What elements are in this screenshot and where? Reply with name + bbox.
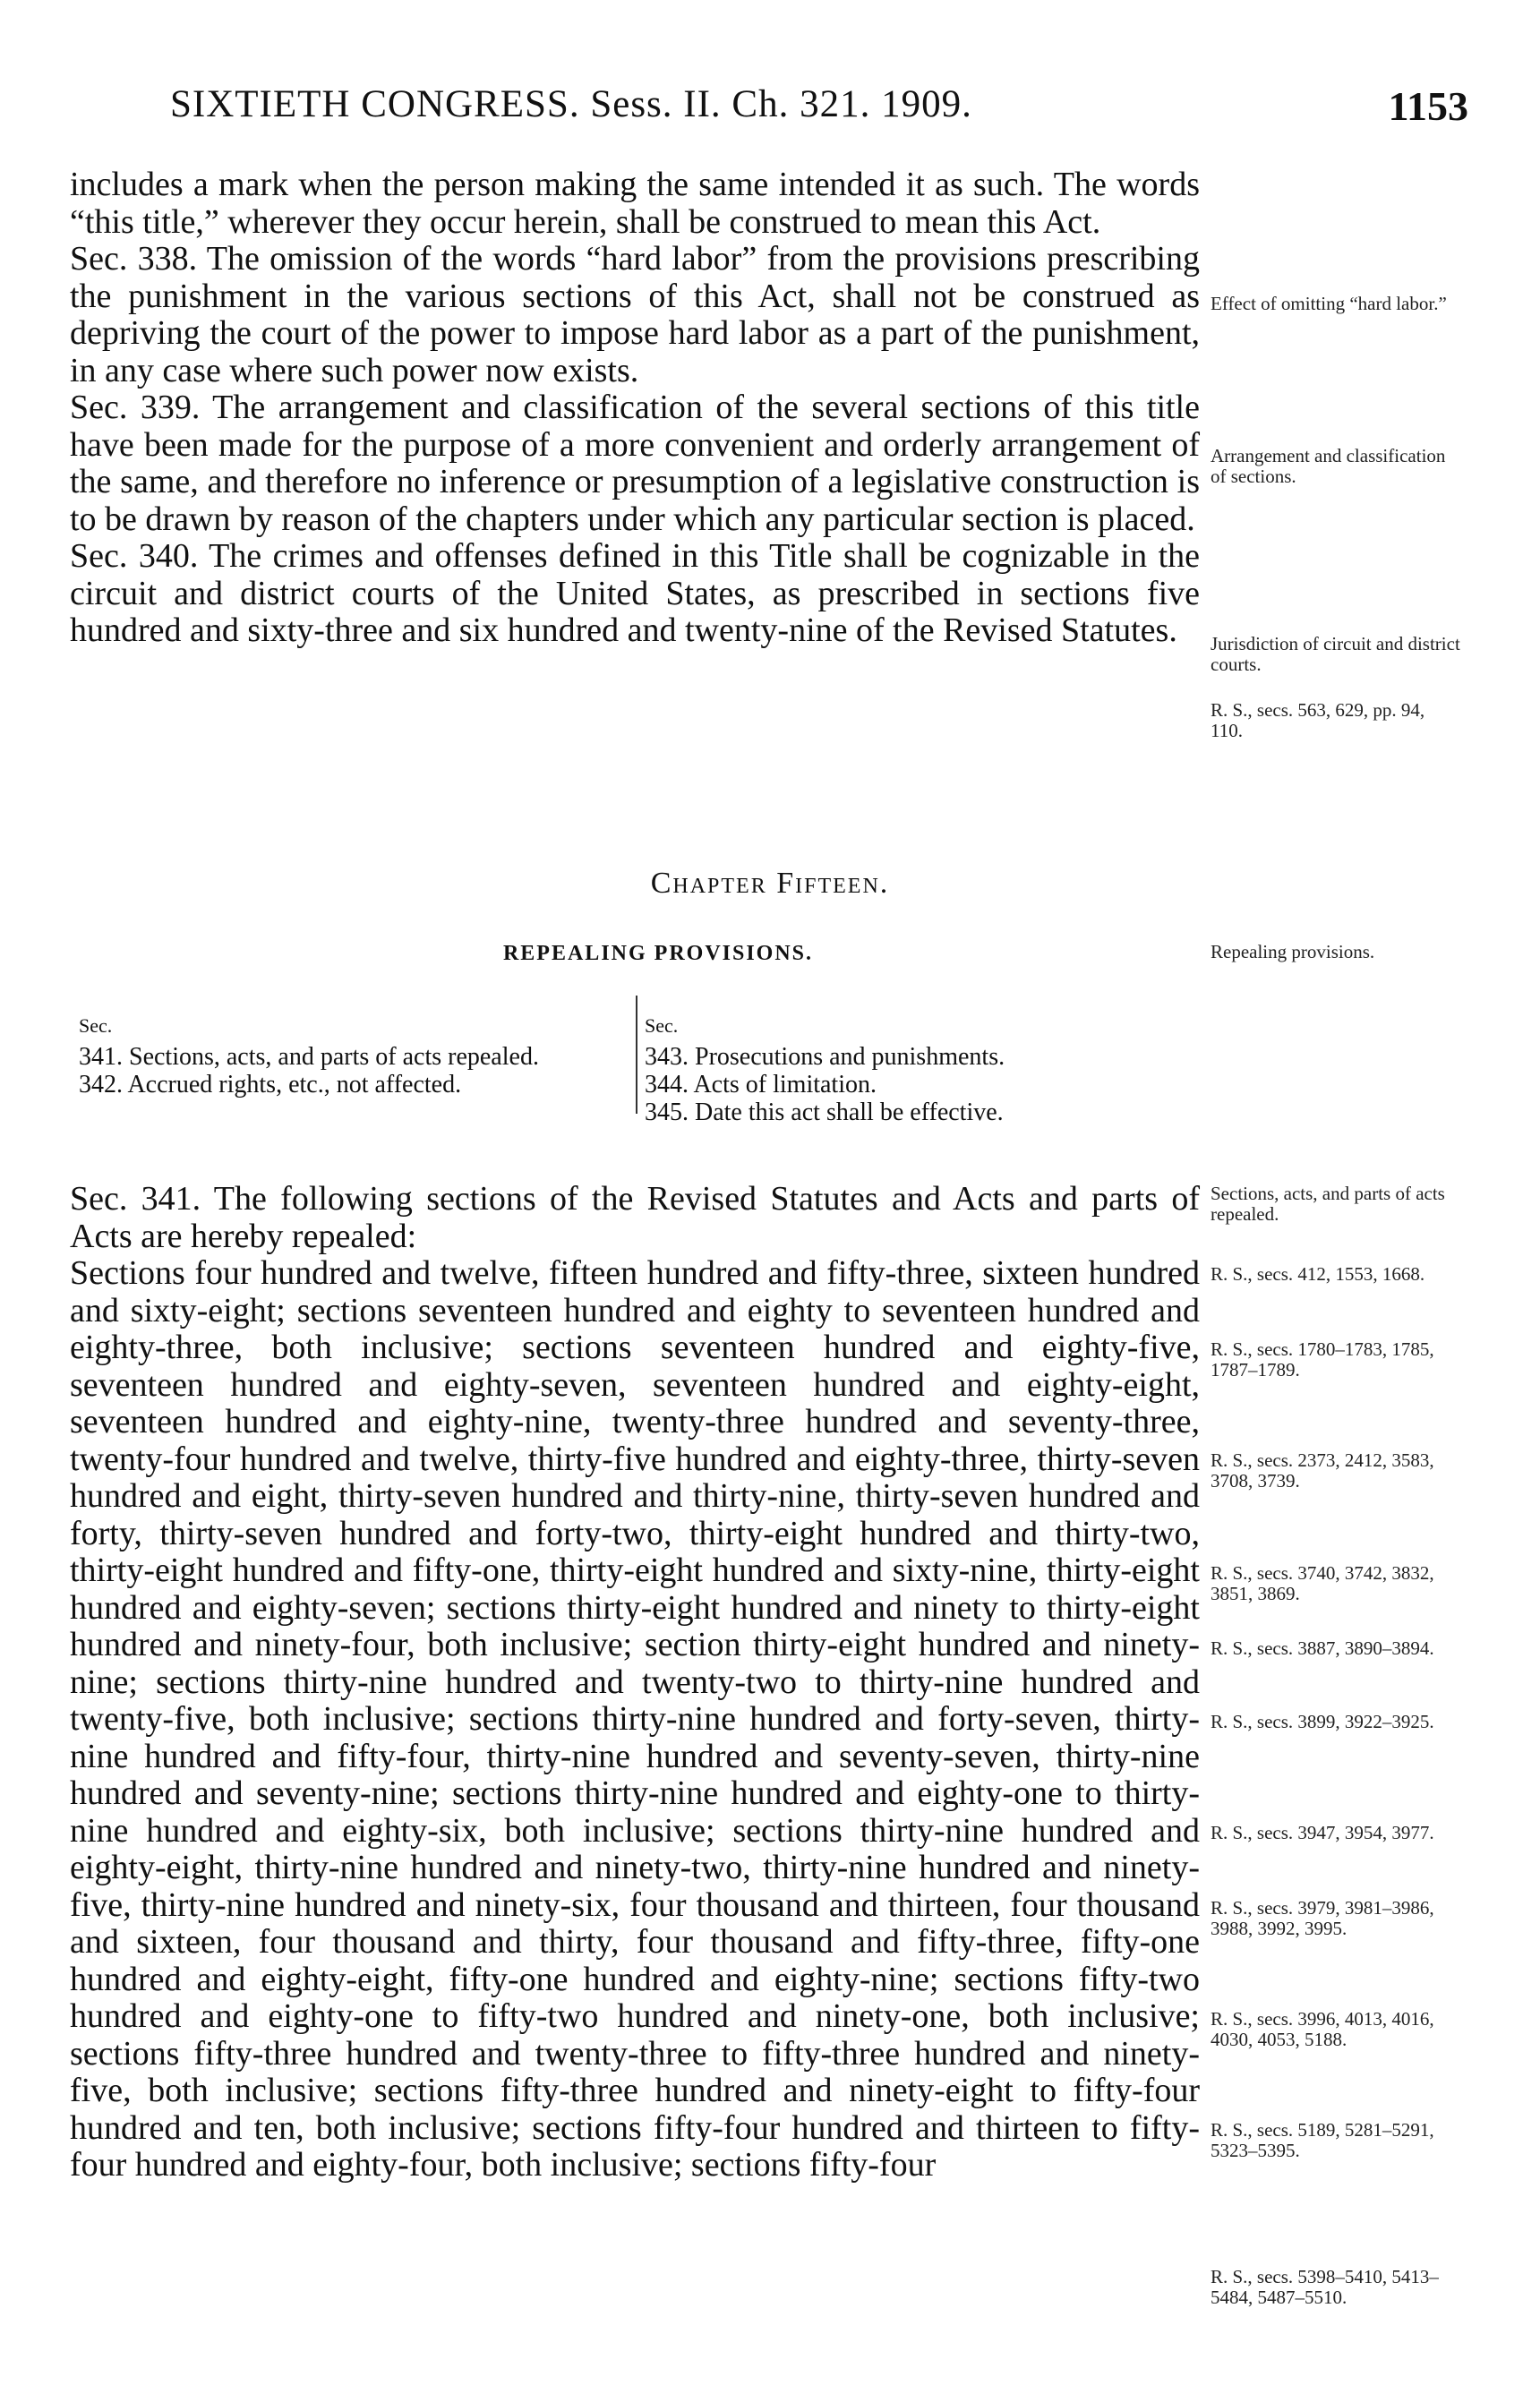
paragraph-continuation: includes a mark when the person making the same intended it as such. The words “this title,” wherever they occur herein, shall be construed to mean this Act. xyxy=(70,166,1200,241)
margin-note-hard-labor: Effect of omitting “hard labor.” xyxy=(1211,293,1447,314)
margin-note-repealing: Repealing provisions. xyxy=(1211,941,1375,962)
margin-cite: R. S., secs. 5189, 5281–5291, 5323–5395. xyxy=(1211,2119,1434,2161)
margin-note-repealed: Sections, acts, and parts of acts repealed. xyxy=(1211,1183,1445,1225)
toc-item: 344. Acts of limitation. xyxy=(645,1071,877,1098)
toc-head-right: Sec. xyxy=(645,1014,679,1037)
margin-cite: R. S., secs. 3740, 3742, 3832, 3851, 3869. xyxy=(1211,1562,1434,1604)
running-header-title: SIXTIETH CONGRESS. Sess. II. Ch. 321. 1909. xyxy=(170,83,972,125)
margin-cite: R. S., secs. 3887, 3890–3894. xyxy=(1211,1637,1434,1659)
paragraph-sec-340: Sec. 340. The crimes and offenses defined in this Title shall be cognizable in the circuit and district courts of the United States, as prescribed in sections five hundred and sixty-three and six hundred and twenty-nine of the Revised Statutes. xyxy=(70,537,1200,649)
margin-cite: R. S., secs. 412, 1553, 1668. xyxy=(1211,1263,1425,1285)
margin-cite: R. S., secs. 3899, 3922–3925. xyxy=(1211,1711,1434,1732)
toc-item: 342. Accrued rights, etc., not affected. xyxy=(79,1071,462,1098)
paragraph-repealed-list: Sections four hundred and twelve, fifteen hundred and fifty-three, sixteen hundred and sixty-eight; sections seventeen hundred and eighty to seventeen hundred and eighty-three, both inclusive; sections seventeen hundred and eighty-five, seventeen hundred and eighty-seven, seventeen hundred and eighty-eight, seventeen hundred and eighty-nine, twenty-three hundred and seventy-three, twenty-four hundred and twelve, thirty-five hundred and eighty-three, thirty-seven hundred and eight, thirty-seven hundred and thirty-nine, thirty-seven hundred and forty, thirty-seven hundred and forty-two, thirty-eight hundred and thirty-two, thirty-eight hundred and fifty-one, thirty-eight hundred and sixty-nine, thirty-eight hundred and eighty-seven; sections thirty-eight hundred and ninety to thirty-eight hundred and ninety-four, both inclusive; section thirty-eight hundred and ninety-nine; sections thirty-nine hundred and twenty-two to thirty-nine hundred and twenty-five, both inclusive; sections thirty-nine hundred and forty-seven, thirty-nine hundred and fifty-four, thirty-nine hundred and seventy-seven, thirty-nine hundred and seventy-nine; sections thirty-nine hundred and eighty-one to thirty-nine hundred and eighty-six, both inclusive; sections thirty-nine hundred and eighty-eight, thirty-nine hundred and ninety-two, thirty-nine hundred and ninety-five, thirty-nine hundred and ninety-six, four thousand and thirteen, four thousand and sixteen, four thousand and thirty, four thousand and fifty-three, fifty-one hundred and eighty-eight, fifty-one hundred and eighty-nine; sections fifty-two hundred and eighty-one to fifty-two hundred and ninety-one, both inclusive; sections fifty-three hundred and twenty-three to fifty-three hundred and ninety-five, both inclusive; sections fifty-three hundred and ninety-eight to fifty-four hundred and ten, both inclusive; sections fifty-four hundred and thirteen to fifty-four hundred and eighty-four, both inclusive; sections fifty-four xyxy=(70,1254,1200,2184)
chapter-title xyxy=(0,867,1540,901)
chapter-title-text: Chapter Fifteen. xyxy=(650,867,890,900)
section-contents-right xyxy=(645,992,1182,1126)
toc-item: 343. Prosecutions and punishments. xyxy=(645,1043,1005,1071)
section-contents-left xyxy=(79,992,634,1098)
chapter-subtitle: REPEALING PROVISIONS. xyxy=(502,942,814,965)
margin-note-jurisdiction: Jurisdiction of circuit and district courts. xyxy=(1211,633,1460,675)
toc-divider xyxy=(636,996,637,1114)
margin-cite: R. S., secs. 5398–5410, 5413–5484, 5487–5510. xyxy=(1211,2266,1439,2308)
margin-note-arrangement: Arrangement and classification of sections. xyxy=(1211,445,1446,487)
toc-head-left: Sec. xyxy=(79,1014,113,1037)
toc-item: 341. Sections, acts, and parts of acts repealed. xyxy=(79,1043,539,1071)
margin-cite: R. S., secs. 1780–1783, 1785, 1787–1789. xyxy=(1211,1338,1434,1381)
paragraph-sec-339: Sec. 339. The arrangement and classification of the several sections of this title have been made for the purpose of a more convenient and orderly arrangement of the same, and therefore no inference or presumption of a legislative construction is to be drawn by reason of the chapters under which any particular section is placed. xyxy=(70,389,1200,538)
paragraph-sec-338: Sec. 338. The omission of the words “hard labor” from the provisions prescribing the punishment in the various sections of this Act, shall not be construed as depriving the court of the power to impose hard labor as a part of the punishment, in any case where such power now exists. xyxy=(70,240,1200,389)
margin-cite: R. S., secs. 3947, 3954, 3977. xyxy=(1211,1822,1434,1843)
margin-cite: R. S., secs. 3996, 4013, 4016, 4030, 4053, 5188. xyxy=(1211,2008,1434,2050)
margin-cite-jurisdiction: R. S., secs. 563, 629, pp. 94, 110. xyxy=(1211,699,1425,741)
margin-cite: R. S., secs. 2373, 2412, 3583, 3708, 3739. xyxy=(1211,1449,1434,1492)
toc-item: 345. Date this act shall be effective. xyxy=(645,1098,1004,1126)
margin-cite: R. S., secs. 3979, 3981–3986, 3988, 3992, 3995. xyxy=(1211,1897,1434,1939)
text-block-bottom xyxy=(70,1181,1200,2184)
running-header xyxy=(170,82,1468,136)
paragraph-sec-341: Sec. 341. The following sections of the Revised Statutes and Acts and parts of Acts are hereby repealed: xyxy=(70,1180,1200,1255)
page-number: 1153 xyxy=(1388,83,1468,129)
text-block-top xyxy=(70,167,1200,650)
